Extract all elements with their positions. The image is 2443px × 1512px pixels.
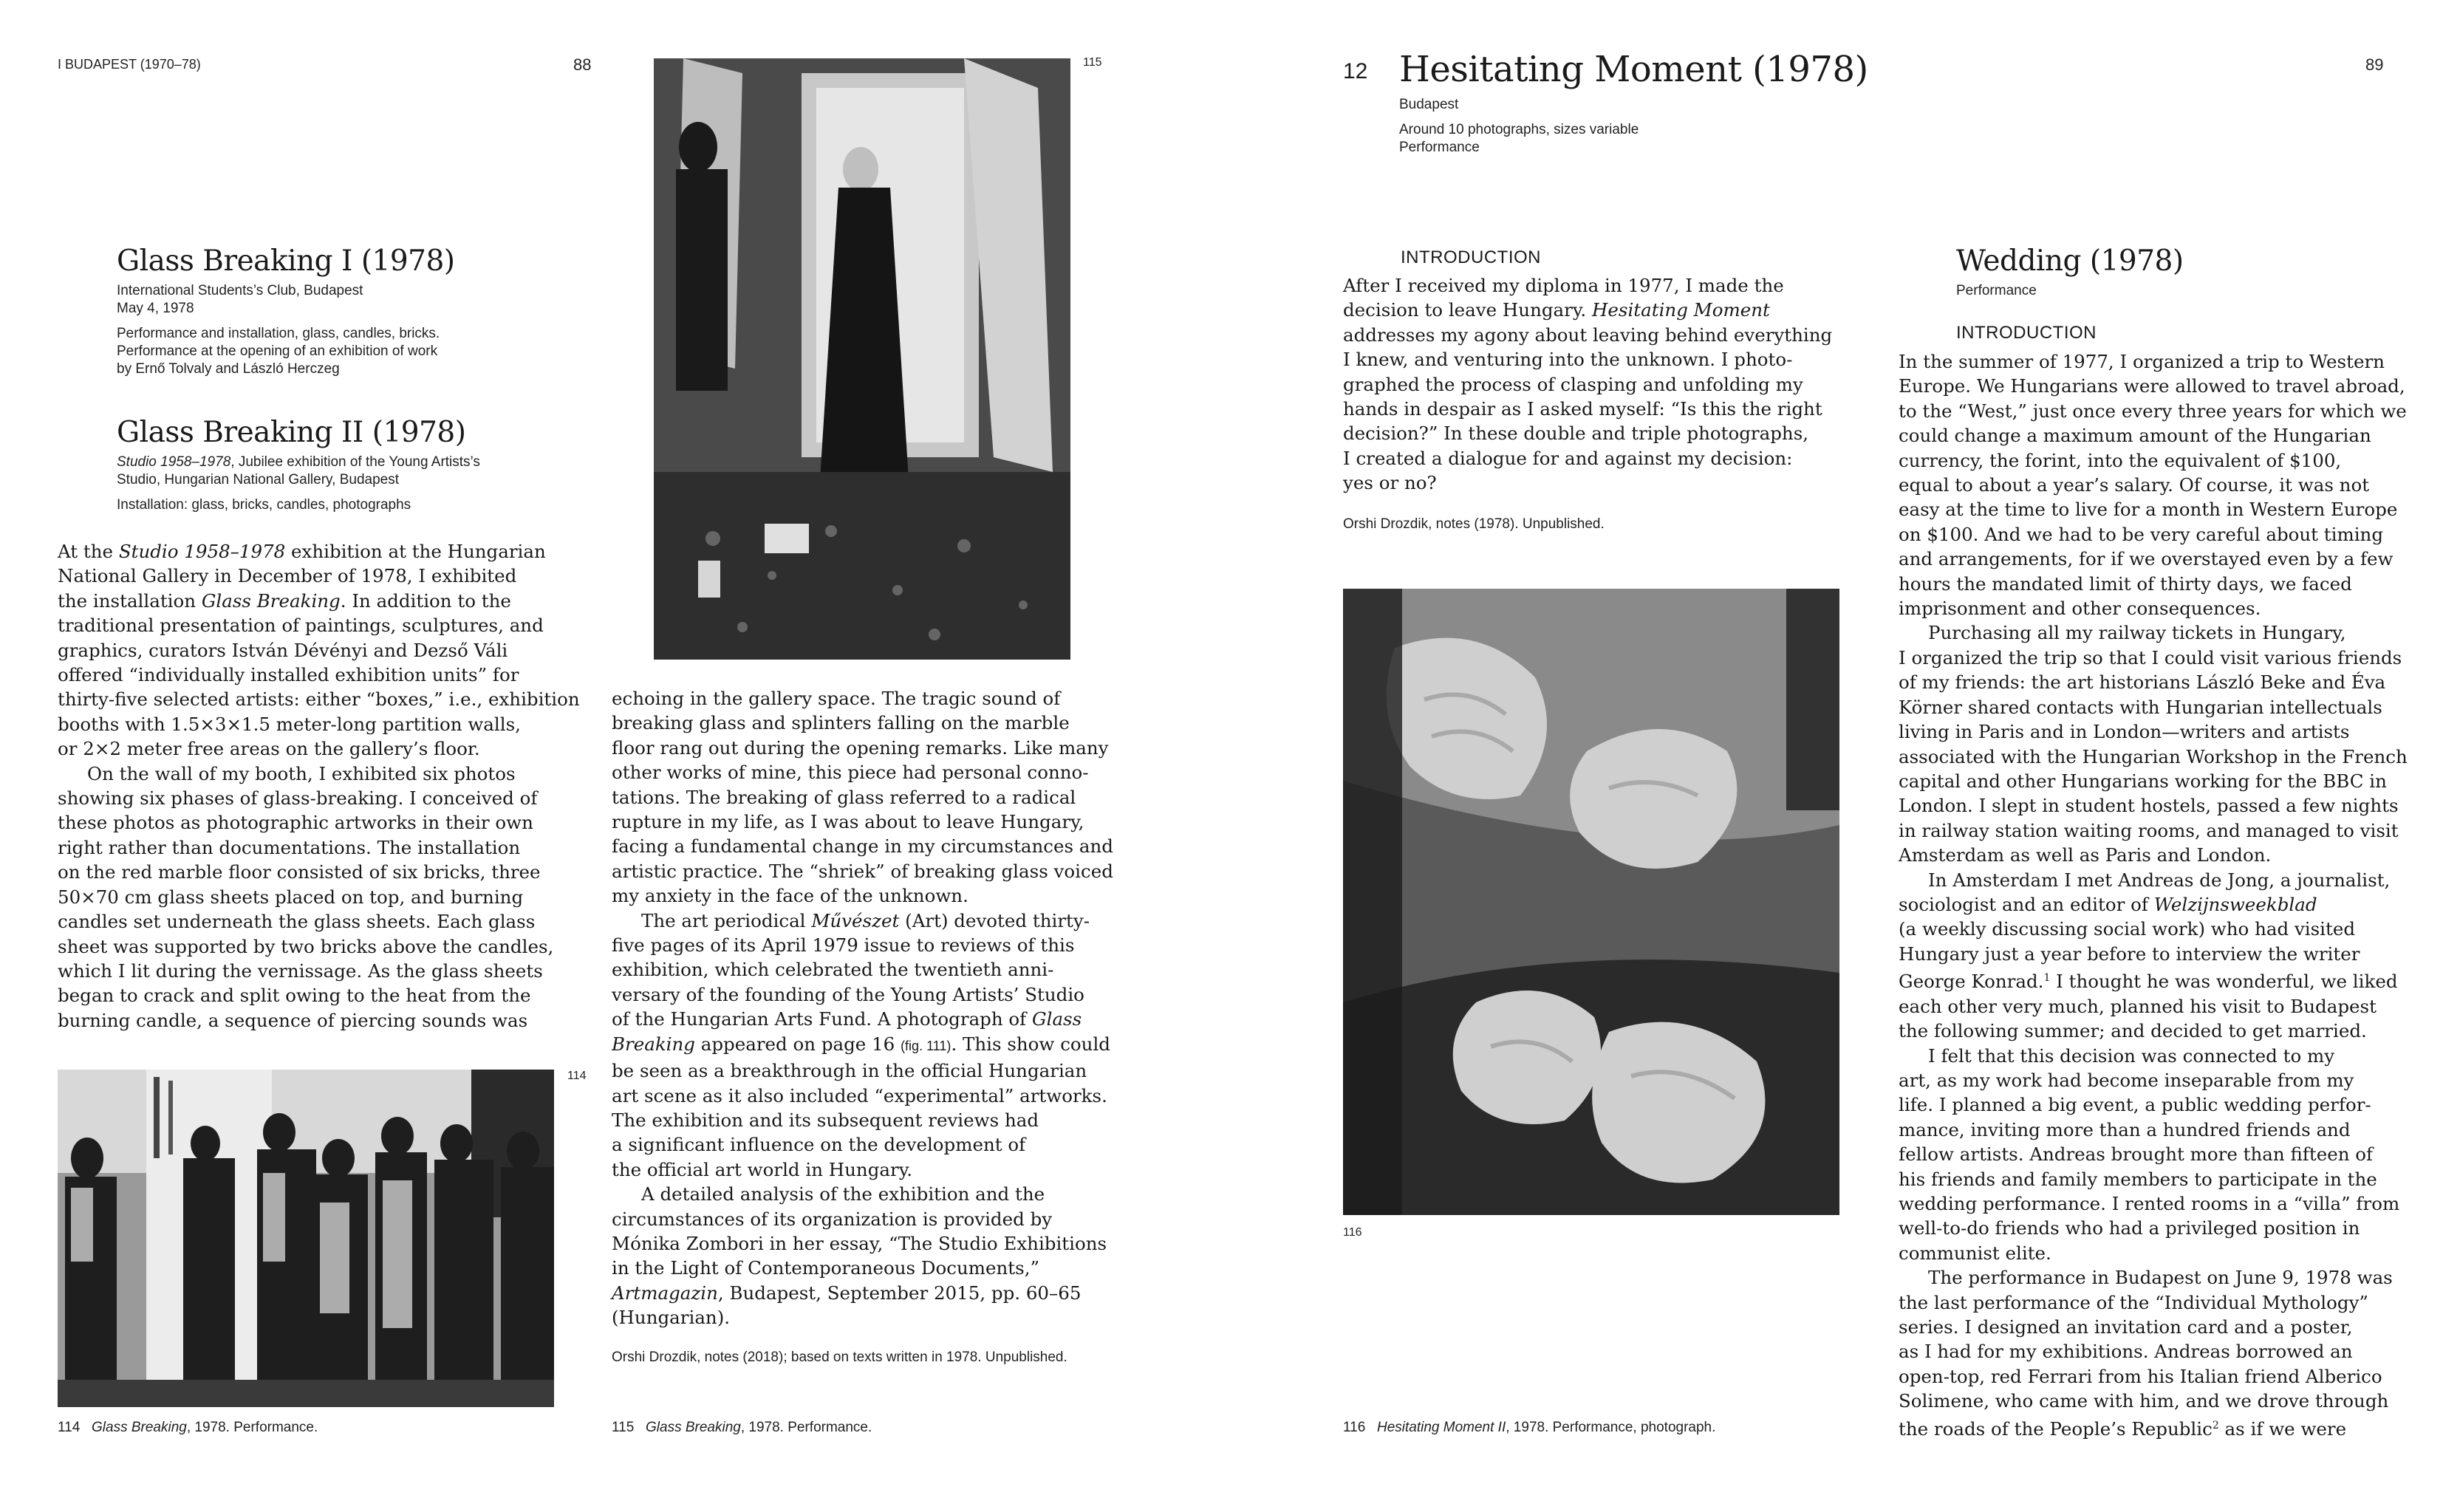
venue-line-2: Studio, Hungarian National Gallery, Budapest: [117, 472, 399, 488]
text-line: art scene as it also included “experimental” artworks.: [612, 1084, 1107, 1106]
text-line: showing six phases of glass-breaking. I conceived of: [58, 787, 538, 810]
text-line: decision?” In these double and triple photographs,: [1343, 423, 1809, 445]
text-line: yes or no?: [1343, 472, 1437, 494]
text-line: sociologist and an editor of Welzijnsweekblad: [1899, 893, 2317, 915]
desc-line: by Ernő Tolvaly and László Herczeg: [117, 361, 340, 377]
text-line: imprisonment and other consequences.: [1899, 598, 2261, 620]
text-line: as I had for my exhibitions. Andreas borrowed an: [1899, 1341, 2353, 1363]
text-line: the roads of the People’s Republic$^2$ as if we were: [1899, 1417, 2347, 1440]
text-line: addresses my agony about leaving behind everything: [1343, 324, 1833, 346]
text-line: tations. The breaking of glass referred to a radical: [612, 786, 1076, 808]
text-line: the official art world in Hungary.: [612, 1158, 913, 1180]
glass-breaking-1-block: [117, 244, 590, 378]
text-line: the last performance of the “Individual Mythology”: [1899, 1291, 2368, 1313]
text-line: offered “individually installed exhibition units” for: [58, 664, 519, 686]
text-line: breaking glass and splinters falling on the marble: [612, 712, 1070, 734]
installation: Installation: glass, bricks, candles, photographs: [117, 497, 411, 513]
section-title-hesitating-moment: Hesitating Moment (1978): [1399, 49, 1868, 90]
text-line: (a weekly discussing social work) who had visited: [1899, 918, 2356, 940]
text-line: began to crack and split owing to the heat from the: [58, 985, 531, 1007]
hesitating-moment-header: [1399, 49, 1990, 157]
text-line: on $100. And we had to be very careful about timing: [1899, 523, 2384, 545]
text-line: of the Hungarian Arts Fund. A photograph of Glass: [612, 1008, 1082, 1030]
figure-116-marker: 116: [1343, 1226, 1362, 1239]
text-line: Mónika Zombori in her essay, “The Studio Exhibitions: [612, 1232, 1107, 1254]
text-line: each other very much, planned his visit to Budapest: [1899, 995, 2377, 1017]
text-line: easy at the time to live for a month in Western Europe: [1899, 499, 2398, 521]
text-line: (Hungarian).: [612, 1307, 731, 1329]
text-line: The art periodical Művészet (Art) devoted thirty-: [641, 909, 1090, 931]
text-line: the following summer; and decided to get married.: [1899, 1020, 2367, 1042]
source-note: Orshi Drozdik, notes (2018); based on texts written in 1978. Unpublished.: [612, 1349, 1067, 1365]
text-line: five pages of its April 1979 issue to reviews of this: [612, 934, 1075, 957]
venue: International Students’s Club, Budapest: [117, 283, 363, 298]
text-line: Amsterdam as well as Paris and London.: [1899, 844, 2272, 866]
introduction-label-hesitating: INTRODUCTION: [1401, 247, 1541, 267]
running-head: I BUDAPEST (1970–78): [58, 57, 201, 72]
date: May 4, 1978: [117, 301, 194, 316]
text-line: graphed the process of clasping and unfolding my: [1343, 373, 1803, 395]
text-line: wedding performance. I rented rooms in a “villa” from: [1899, 1192, 2400, 1214]
type: Performance: [1956, 283, 2037, 298]
text-line: other works of mine, this piece had personal conno-: [612, 762, 1089, 784]
text-line: of my friends: the art historians László Beke and Éva: [1899, 671, 2386, 694]
venue: Studio 1958–1978, Jubilee exhibition of the Young Artists’s: [117, 454, 480, 470]
text-line: 50×70 cm glass sheets placed on top, and burning: [58, 886, 524, 908]
page-number-right: 89: [2365, 55, 2384, 74]
type: Performance: [1399, 140, 1480, 155]
text-line: echoing in the gallery space. The tragic sound of: [612, 688, 1061, 709]
text-line: London. I slept in student hostels, passed a few nights: [1899, 795, 2399, 817]
text-line: decision to leave Hungary. Hesitating Moment: [1343, 299, 1770, 321]
medium: Around 10 photographs, sizes variable: [1399, 122, 1639, 137]
text-line: versary of the founding of the Young Artists’ Studio: [612, 983, 1084, 1005]
text-line: candles set underneath the glass sheets. Each glass: [58, 911, 536, 933]
text-line: graphics, curators István Dévényi and Dezső Váli: [58, 639, 508, 661]
text-line: in railway station waiting rooms, and managed to visit: [1899, 819, 2399, 841]
text-line: exhibition, which celebrated the twentieth anni-: [612, 959, 1054, 981]
section-title-wedding: Wedding (1978): [1956, 244, 2184, 278]
text-line: On the wall of my booth, I exhibited six photos: [87, 762, 516, 784]
wedding-text: [1899, 349, 2416, 1441]
text-line: mance, inviting more than a hundred friends and: [1899, 1118, 2351, 1140]
figure-115-photo: [654, 58, 1070, 660]
page-number-left: 88: [573, 55, 592, 74]
text-line: Solimene, who came with him, and we drove through: [1899, 1390, 2389, 1412]
text-line: rupture in my life, as I was about to leave Hungary,: [612, 811, 1084, 833]
text-line: art, as my work had become inseparable from my: [1899, 1069, 2354, 1091]
text-line: traditional presentation of paintings, sculptures, and: [58, 615, 544, 637]
text-line: National Gallery in December of 1978, I exhibited: [58, 565, 517, 587]
footnote-marker: 2: [2212, 1419, 2219, 1431]
text-line: which I lit during the vernissage. As the glass sheets: [58, 959, 543, 982]
text-line: a significant influence on the development of: [612, 1134, 1026, 1156]
text-line: life. I planned a big event, a public wedding perfor-: [1899, 1094, 2371, 1116]
figure-116-caption: 116 Hesitating Moment II, 1978. Performance, photograph.: [1343, 1420, 1716, 1435]
text-line: sheet was supported by two bricks above the candles,: [58, 935, 554, 957]
text-line: Artmagazin, Budapest, September 2015, pp. 60–65: [612, 1282, 1082, 1304]
figure-115-caption: 115 Glass Breaking, 1978. Performance.: [612, 1420, 872, 1435]
desc-line: Performance at the opening of an exhibition of work: [117, 343, 438, 359]
section-title-glass-breaking-1: Glass Breaking I (1978): [117, 244, 455, 278]
text-line: well-to-do friends who had a privileged position in: [1899, 1217, 2360, 1239]
text-line: living in Paris and in London—writers and artists: [1899, 721, 2350, 743]
text-line: and arrangements, for if we overstayed even by a few: [1899, 548, 2394, 570]
text-line: thirty-five selected artists: either “boxes,” i.e., exhibition: [58, 688, 580, 711]
entry-number: 12: [1343, 59, 1368, 83]
introduction-label-wedding: INTRODUCTION: [1956, 323, 2097, 343]
text-line: floor rang out during the opening remarks. Like many: [612, 736, 1109, 759]
text-line: burning candle, a sequence of piercing sounds was: [58, 1009, 528, 1031]
text-line: open-top, red Ferrari from his Italian friend Alberico: [1899, 1365, 2382, 1387]
text-line: or 2×2 meter free areas on the gallery’s floor.: [58, 738, 480, 760]
source-note: Orshi Drozdik, notes (1978). Unpublished.: [1343, 516, 1605, 532]
figure-114-photo: [58, 1070, 554, 1407]
text-line: on the red marble floor consisted of six bricks, three: [58, 861, 541, 883]
text-line: Körner shared contacts with Hungarian intellectuals: [1899, 696, 2382, 718]
text-line: the installation Glass Breaking. In addition to the: [58, 589, 511, 612]
text-line: I knew, and venturing into the unknown. I photo-: [1343, 349, 1793, 371]
text-line: facing a fundamental change in my circumstances and: [612, 835, 1113, 858]
text-line: I organized the trip so that I could visit various friends: [1899, 646, 2402, 668]
text-line: to the “West,” just once every three years for which we: [1899, 400, 2407, 422]
text-line: In Amsterdam I met Andreas de Jong, a journalist,: [1928, 869, 2391, 891]
text-line: Breaking appeared on page 16 (fig. 111). This show could: [612, 1033, 1110, 1055]
desc-line: Performance and installation, glass, candles, bricks.: [117, 326, 440, 341]
text-line: Europe. We Hungarians were allowed to travel abroad,: [1899, 375, 2405, 397]
text-line: I felt that this decision was connected to my: [1928, 1044, 2335, 1067]
footnote-marker: 1: [2043, 972, 2051, 985]
text-line: my anxiety in the face of the unknown.: [612, 885, 968, 907]
text-line: could change a maximum amount of the Hungarian: [1899, 425, 2371, 447]
text-line: A detailed analysis of the exhibition and the: [641, 1183, 1045, 1205]
text-line: fellow artists. Andreas brought more than fifteen of: [1899, 1143, 2374, 1166]
text-line: currency, the forint, into the equivalent of $100,: [1899, 449, 2342, 471]
place: Budapest: [1399, 97, 1459, 112]
text-line: After I received my diploma in 1977, I made the: [1343, 275, 1784, 296]
text-line: In the summer of 1977, I organized a trip to Western: [1899, 351, 2385, 372]
text-line: The performance in Budapest on June 9, 1978 was: [1928, 1267, 2393, 1289]
figure-reference: (fig. 111): [901, 1038, 951, 1053]
text-line: I created a dialogue for and against my decision:: [1343, 447, 1793, 469]
text-line: circumstances of its organization is provided by: [612, 1208, 1053, 1230]
text-line: At the Studio 1958–1978 exhibition at the Hungarian: [58, 541, 546, 562]
text-line: series. I designed an invitation card and a poster,: [1899, 1316, 2353, 1338]
figure-116-photo: [1343, 589, 1839, 1215]
wedding-header: [1956, 244, 2399, 300]
body-text-column-1: [58, 539, 580, 1033]
figure-114-marker: 114: [567, 1070, 587, 1082]
text-line: George Konrad.$^1$ I thought he was wonderful, we liked: [1899, 971, 2398, 993]
hesitating-moment-text: [1343, 273, 1845, 496]
body-text-column-2: [612, 686, 1121, 1330]
text-line: hands in despair as I asked myself: “Is this the right: [1343, 398, 1822, 420]
text-line: Hungary just a year before to interview the writer: [1899, 943, 2360, 965]
text-line: Purchasing all my railway tickets in Hungary,: [1928, 622, 2346, 644]
text-line: booths with 1.5×3×1.5 meter-long partition walls,: [58, 713, 521, 735]
text-line: his friends and family members to participate in the: [1899, 1168, 2377, 1190]
text-line: capital and other Hungarians working for the BBC in: [1899, 770, 2387, 792]
text-line: communist elite.: [1899, 1242, 2051, 1264]
text-line: be seen as a breakthrough in the official Hungarian: [612, 1060, 1087, 1082]
section-title-glass-breaking-2: Glass Breaking II (1978): [117, 416, 466, 449]
text-line: equal to about a year’s salary. Of course, it was not: [1899, 474, 2370, 496]
text-line: artistic practice. The “shriek” of breaking glass voiced: [612, 860, 1113, 882]
figure-115-marker: 115: [1083, 56, 1102, 69]
text-line: right rather than documentations. The installation: [58, 836, 521, 858]
text-line: in the Light of Contemporaneous Documents,”: [612, 1257, 1040, 1279]
text-line: associated with the Hungarian Workshop in the French: [1899, 745, 2408, 767]
text-line: The exhibition and its subsequent reviews had: [612, 1109, 1039, 1131]
glass-breaking-2-block: [117, 415, 590, 514]
text-line: these photos as photographic artworks in their own: [58, 812, 533, 834]
text-line: hours the mandated limit of thirty days, we faced: [1899, 572, 2352, 595]
figure-114-caption: 114 Glass Breaking, 1978. Performance.: [58, 1420, 318, 1435]
